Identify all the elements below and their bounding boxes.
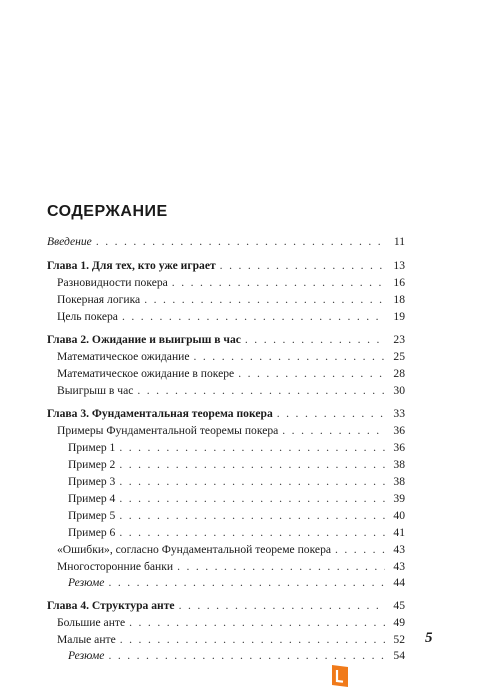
toc-entry-label: Примеры Фундаментальной теоремы покера — [57, 424, 279, 437]
toc-entry-page: 45 — [393, 599, 405, 612]
toc-entry-page: 23 — [393, 333, 405, 346]
dot-leader — [108, 575, 385, 591]
toc-entry-page: 19 — [393, 310, 405, 323]
toc-entry-label: Глава 4. Структура анте — [47, 599, 175, 612]
dot-leader — [96, 234, 385, 250]
toc-entry-subsection[interactable] — [47, 491, 405, 507]
dot-leader — [245, 332, 385, 348]
toc-entry-chapter-4[interactable] — [47, 598, 405, 614]
toc-entry-section[interactable] — [47, 292, 405, 308]
dot-leader — [282, 423, 385, 439]
toc-entry-label: Пример 1 — [68, 441, 116, 454]
toc-entry-label: Разновидности покера — [57, 276, 168, 289]
dot-leader — [120, 632, 385, 648]
toc-entry-label: Глава 2. Ожидание и выигрыш в час — [47, 333, 241, 346]
toc-entry-introduction[interactable] — [47, 234, 405, 250]
toc-entry-label: Глава 3. Фундаментальная теорема покера — [47, 407, 273, 420]
toc-entry-subsection[interactable] — [47, 525, 405, 541]
toc-entry-chapter-2[interactable] — [47, 332, 405, 348]
dot-leader — [177, 559, 385, 575]
toc-entry-label: Математическое ожидание в покере — [57, 367, 235, 380]
toc-title: СОДЕРЖАНИЕ — [47, 203, 168, 220]
toc-entry-page: 36 — [393, 441, 405, 454]
toc-entry-label: Покерная логика — [57, 293, 141, 306]
toc-entry-label: Пример 4 — [68, 492, 116, 505]
toc-entry-label: Глава 1. Для тех, кто уже играет — [47, 259, 216, 272]
toc-entry-subsection[interactable] — [47, 508, 405, 524]
dot-leader — [122, 309, 385, 325]
toc-entry-chapter-3[interactable] — [47, 406, 405, 422]
publisher-logo-icon — [330, 664, 350, 688]
toc-entry-label: Резюме — [68, 576, 105, 589]
toc-entry-label: Пример 6 — [68, 526, 116, 539]
dot-leader — [119, 474, 385, 490]
toc-entry-label: «Ошибки», согласно Фундаментальной теореме покера — [57, 543, 332, 556]
dot-leader — [194, 349, 385, 365]
toc-entry-section[interactable] — [47, 366, 405, 382]
toc-entry-summary[interactable] — [47, 575, 405, 591]
dot-leader — [119, 457, 385, 473]
toc-entry-subsection[interactable] — [47, 440, 405, 456]
dot-leader — [119, 508, 385, 524]
toc-entry-section[interactable] — [47, 632, 405, 648]
toc-entry-label: Математическое ожидание — [57, 350, 190, 363]
toc-entry-section[interactable] — [47, 309, 405, 325]
toc-entry-section[interactable] — [47, 349, 405, 365]
dot-leader — [238, 366, 385, 382]
toc-entry-label: Пример 5 — [68, 509, 116, 522]
dot-leader — [179, 598, 385, 614]
dot-leader — [119, 440, 385, 456]
dot-leader — [144, 292, 385, 308]
toc-entry-label: Пример 3 — [68, 475, 116, 488]
dot-leader — [172, 275, 385, 291]
toc-entry-summary[interactable] — [47, 648, 405, 664]
toc-entry-section[interactable] — [47, 383, 405, 399]
toc-entry-page: 49 — [393, 616, 405, 629]
toc-entry-page: 33 — [393, 407, 405, 420]
toc-entry-page: 36 — [393, 424, 405, 437]
dot-leader — [108, 648, 385, 664]
toc-entry-section[interactable] — [47, 559, 405, 575]
toc-entry-chapter-1[interactable] — [47, 258, 405, 274]
toc-entry-section[interactable] — [47, 275, 405, 291]
toc-entry-label: Многосторонние банки — [57, 560, 174, 573]
toc-entry-section[interactable] — [47, 615, 405, 631]
dot-leader — [220, 258, 385, 274]
toc-entry-page: 43 — [393, 560, 405, 573]
toc-entry-page: 43 — [393, 543, 405, 556]
dot-leader — [129, 615, 385, 631]
toc-entry-section[interactable] — [47, 542, 405, 558]
toc-entry-page: 11 — [393, 235, 405, 248]
toc-entry-page: 40 — [393, 509, 405, 522]
toc-entry-section[interactable] — [47, 423, 405, 439]
toc-entry-label: Большие анте — [57, 616, 126, 629]
toc-entry-label: Малые анте — [57, 633, 116, 646]
toc-entry-label: Цель покера — [57, 310, 118, 323]
toc-entry-page: 38 — [393, 458, 405, 471]
toc-entry-page: 41 — [393, 526, 405, 539]
dot-leader — [335, 542, 385, 558]
toc-entry-label: Введение — [47, 235, 92, 248]
toc-entry-page: 30 — [393, 384, 405, 397]
toc-entry-page: 54 — [393, 649, 405, 662]
dot-leader — [277, 406, 385, 422]
toc-entry-page: 38 — [393, 475, 405, 488]
toc-entry-page: 44 — [393, 576, 405, 589]
toc-entry-page: 28 — [393, 367, 405, 380]
toc-entry-page: 18 — [393, 293, 405, 306]
dot-leader — [137, 383, 385, 399]
toc-entry-page: 13 — [393, 259, 405, 272]
toc-entry-label: Выигрыш в час — [57, 384, 134, 397]
toc-entry-page: 52 — [393, 633, 405, 646]
toc-entry-page: 25 — [393, 350, 405, 363]
toc-entry-label: Резюме — [68, 649, 105, 662]
toc-entry-label: Пример 2 — [68, 458, 116, 471]
toc-entry-subsection[interactable] — [47, 457, 405, 473]
dot-leader — [119, 525, 385, 541]
dot-leader — [119, 491, 385, 507]
toc-entry-subsection[interactable] — [47, 474, 405, 490]
page-number: 5 — [425, 630, 433, 646]
toc-entry-page: 16 — [393, 276, 405, 289]
toc-entry-page: 39 — [393, 492, 405, 505]
